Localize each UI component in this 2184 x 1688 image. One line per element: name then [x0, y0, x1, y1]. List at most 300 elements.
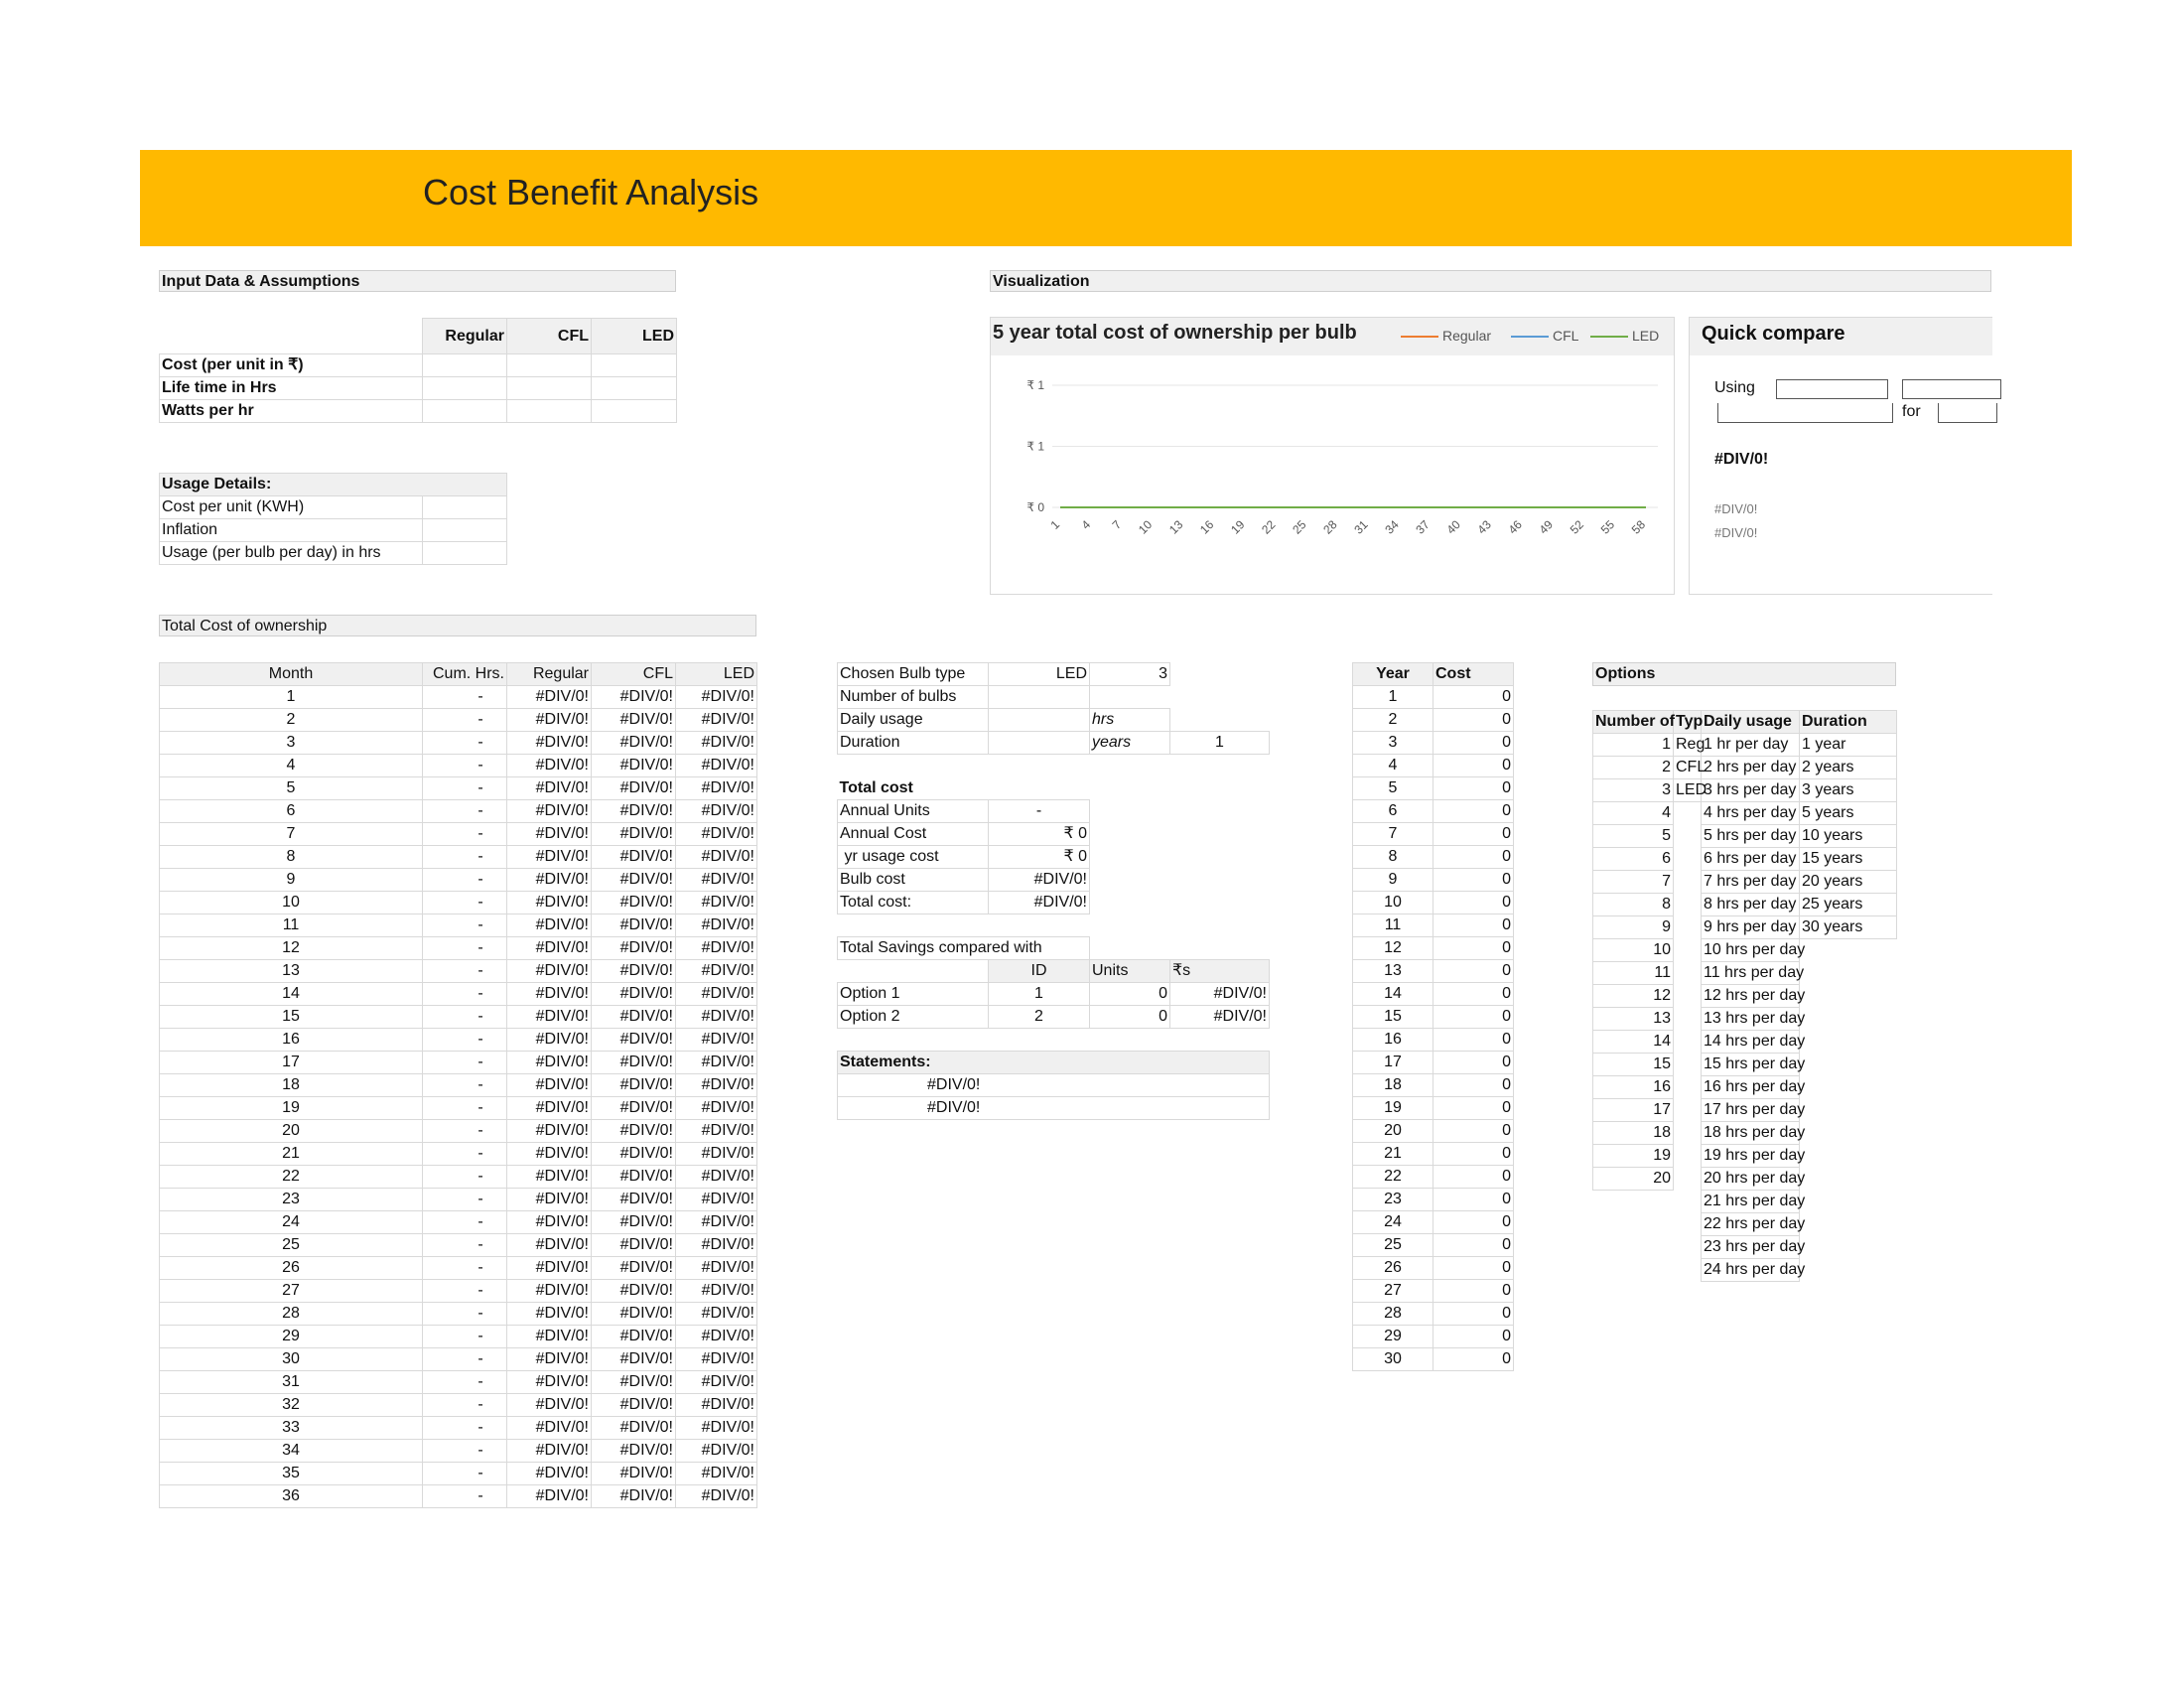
tco-cumhrs-cell: -	[423, 869, 507, 892]
chosen-bulb-value[interactable]: LED	[989, 663, 1090, 686]
x-tick-label: 58	[1628, 517, 1649, 537]
year-row	[1353, 1120, 1514, 1143]
y-tick-label: ₹ 0	[1026, 500, 1044, 514]
tco-month-cell: 21	[160, 1143, 423, 1166]
options-row	[1593, 1145, 1897, 1168]
year-row	[1353, 1097, 1514, 1120]
for-label: for	[1902, 403, 1921, 420]
usage-cell[interactable]	[423, 542, 507, 565]
year-row	[1353, 1029, 1514, 1052]
x-tick-label: 1	[1047, 517, 1063, 532]
x-tick-label: 31	[1351, 517, 1371, 537]
year-row	[1353, 1280, 1514, 1303]
tco-cfl-cell: #DIV/0!	[592, 1440, 676, 1463]
tco-row	[160, 755, 757, 777]
year-cost-cell: 0	[1433, 914, 1514, 937]
year-cell: 8	[1353, 846, 1433, 869]
tco-led-cell: #DIV/0!	[676, 755, 757, 777]
year-cost-table	[1352, 662, 1514, 1371]
total-cost-label: Bulb cost	[838, 869, 989, 892]
tco-led-cell: #DIV/0!	[676, 1463, 757, 1485]
x-tick-label: 16	[1197, 517, 1217, 537]
option-type-cell	[1674, 1168, 1702, 1191]
option-daily-cell: 5 hrs per day	[1702, 825, 1800, 848]
option-type-cell	[1674, 985, 1702, 1008]
options-table	[1592, 710, 1897, 1282]
tco-regular-cell: #DIV/0!	[507, 1143, 592, 1166]
tco-cumhrs-cell: -	[423, 1166, 507, 1189]
usage-row-label: Cost per unit (KWH)	[160, 496, 423, 519]
option-duration-cell	[1800, 939, 1897, 962]
year-cost-cell: 0	[1433, 686, 1514, 709]
tco-led-cell: #DIV/0!	[676, 937, 757, 960]
tco-regular-cell: #DIV/0!	[507, 1029, 592, 1052]
option-daily-cell: 16 hrs per day	[1702, 1076, 1800, 1099]
year-col: Year	[1353, 663, 1433, 686]
tco-month-cell: 11	[160, 914, 423, 937]
usage-table	[159, 473, 507, 565]
y-tick-label: ₹ 1	[1026, 439, 1044, 454]
savings-row-label: Option 1	[838, 983, 989, 1006]
option-daily-cell: 19 hrs per day	[1702, 1145, 1800, 1168]
option-number-cell: 7	[1593, 871, 1674, 894]
tco-row	[160, 1440, 757, 1463]
year-row	[1353, 983, 1514, 1006]
year-cost-cell: 0	[1433, 1029, 1514, 1052]
year-row	[1353, 1348, 1514, 1371]
tco-cfl-cell: #DIV/0!	[592, 846, 676, 869]
input-cell[interactable]	[507, 354, 592, 377]
input-row-label: Life time in Hrs	[160, 377, 423, 400]
tco-month-cell: 19	[160, 1097, 423, 1120]
tco-cfl-cell: #DIV/0!	[592, 1485, 676, 1508]
total-cost-value: ₹ 0	[989, 823, 1090, 846]
duration-label: Duration	[838, 732, 989, 755]
tco-cfl-cell: #DIV/0!	[592, 914, 676, 937]
x-tick-label: 10	[1135, 517, 1156, 537]
option-type-cell	[1674, 916, 1702, 939]
quick-compare-line-1: #DIV/0!	[1714, 501, 1758, 516]
options-row	[1593, 962, 1897, 985]
tco-row	[160, 1234, 757, 1257]
option-number-cell: 10	[1593, 939, 1674, 962]
option-duration-cell: 3 years	[1800, 779, 1897, 802]
option-duration-cell: 20 years	[1800, 871, 1897, 894]
duration-field[interactable]	[1938, 403, 1997, 423]
input-cell[interactable]	[507, 377, 592, 400]
tco-led-cell: #DIV/0!	[676, 846, 757, 869]
year-cell: 18	[1353, 1074, 1433, 1097]
tco-cumhrs-cell: -	[423, 937, 507, 960]
option-daily-cell: 17 hrs per day	[1702, 1099, 1800, 1122]
tco-month-cell: 20	[160, 1120, 423, 1143]
year-cost-cell: 0	[1433, 1211, 1514, 1234]
option-duration-cell	[1800, 1145, 1897, 1168]
duration-value: 1	[1170, 732, 1270, 755]
legend-led: LED	[1590, 328, 1659, 344]
tco-row	[160, 1326, 757, 1348]
year-cell: 16	[1353, 1029, 1433, 1052]
option-number-cell: 13	[1593, 1008, 1674, 1031]
x-tick-label: 28	[1320, 517, 1340, 537]
using-label: Using	[1714, 379, 1755, 396]
year-cost-cell: 0	[1433, 1006, 1514, 1029]
option-number-cell: 5	[1593, 825, 1674, 848]
tco-regular-cell: #DIV/0!	[507, 1097, 592, 1120]
tco-month-cell: 27	[160, 1280, 423, 1303]
tco-led-cell: #DIV/0!	[676, 1006, 757, 1029]
options-row	[1593, 1008, 1897, 1031]
options-row	[1593, 825, 1897, 848]
input-cell[interactable]	[423, 354, 507, 377]
option-daily-cell: 12 hrs per day	[1702, 985, 1800, 1008]
tco-cumhrs-cell: -	[423, 1257, 507, 1280]
tco-row	[160, 914, 757, 937]
tco-month-cell: 33	[160, 1417, 423, 1440]
input-cell[interactable]	[592, 354, 677, 377]
year-row	[1353, 892, 1514, 914]
option-type-cell: LED	[1674, 779, 1702, 802]
year-cost-cell: 0	[1433, 960, 1514, 983]
tco-led-cell: #DIV/0!	[676, 1394, 757, 1417]
tco-cfl-cell: #DIV/0!	[592, 1463, 676, 1485]
tco-row	[160, 1006, 757, 1029]
tco-led-cell: #DIV/0!	[676, 686, 757, 709]
title-banner	[140, 150, 2072, 246]
tco-row	[160, 892, 757, 914]
tco-regular-cell: #DIV/0!	[507, 1280, 592, 1303]
tco-cumhrs-cell: -	[423, 823, 507, 846]
tco-cfl-cell: #DIV/0!	[592, 1006, 676, 1029]
tco-led-cell: #DIV/0!	[676, 869, 757, 892]
tco-row	[160, 1394, 757, 1417]
tco-month-cell: 13	[160, 960, 423, 983]
chosen-table	[837, 662, 1270, 1120]
tco-regular-cell: #DIV/0!	[507, 914, 592, 937]
statement-line: #DIV/0!	[838, 1097, 1270, 1120]
tco-cfl-cell: #DIV/0!	[592, 1029, 676, 1052]
savings-id[interactable]: 1	[989, 983, 1090, 1006]
tco-month-cell: 17	[160, 1052, 423, 1074]
year-cost-cell: 0	[1433, 846, 1514, 869]
tco-led-cell: #DIV/0!	[676, 1417, 757, 1440]
option-number-cell	[1593, 1191, 1674, 1213]
tco-table	[159, 662, 757, 1508]
tco-regular-cell: #DIV/0!	[507, 846, 592, 869]
quick-compare-panel	[1689, 317, 1992, 595]
tco-led-cell: #DIV/0!	[676, 1326, 757, 1348]
tco-regular-cell: #DIV/0!	[507, 1348, 592, 1371]
year-cost-cell: 0	[1433, 892, 1514, 914]
option-type-cell	[1674, 1031, 1702, 1054]
year-cell: 12	[1353, 937, 1433, 960]
option-duration-cell: 10 years	[1800, 825, 1897, 848]
tco-led-cell: #DIV/0!	[676, 1097, 757, 1120]
options-row	[1593, 1191, 1897, 1213]
tco-cfl-cell: #DIV/0!	[592, 1348, 676, 1371]
year-row	[1353, 777, 1514, 800]
option-number-cell: 8	[1593, 894, 1674, 916]
tco-row	[160, 1280, 757, 1303]
tco-row	[160, 983, 757, 1006]
option-number-cell: 1	[1593, 734, 1674, 757]
year-row	[1353, 1234, 1514, 1257]
daily-usage-label: Daily usage	[838, 709, 989, 732]
option-duration-cell	[1800, 1076, 1897, 1099]
input-cell[interactable]	[507, 400, 592, 423]
tco-month-cell: 15	[160, 1006, 423, 1029]
year-row	[1353, 1074, 1514, 1097]
tco-cfl-cell: #DIV/0!	[592, 1120, 676, 1143]
year-cost-cell: 0	[1433, 1234, 1514, 1257]
tco-cumhrs-cell: -	[423, 1189, 507, 1211]
tco-cumhrs-cell: -	[423, 1348, 507, 1371]
tco-cumhrs-cell: -	[423, 1052, 507, 1074]
tco-col-led: LED	[676, 663, 757, 686]
year-cell: 7	[1353, 823, 1433, 846]
year-row	[1353, 937, 1514, 960]
year-cost-cell: 0	[1433, 1280, 1514, 1303]
year-row	[1353, 686, 1514, 709]
year-row	[1353, 1006, 1514, 1029]
options-col-type: Typ	[1674, 711, 1702, 734]
x-tick-label: 34	[1382, 517, 1402, 537]
x-tick-label: 55	[1597, 517, 1618, 537]
option-daily-cell: 1 hr per day	[1702, 734, 1800, 757]
usage-cell[interactable]	[423, 519, 507, 542]
year-cell: 24	[1353, 1211, 1433, 1234]
input-cell[interactable]	[592, 377, 677, 400]
tco-row	[160, 960, 757, 983]
option-type-cell	[1674, 871, 1702, 894]
tco-row	[160, 1074, 757, 1097]
tco-month-cell: 1	[160, 686, 423, 709]
input-cell[interactable]	[592, 400, 677, 423]
year-cost-cell: 0	[1433, 823, 1514, 846]
tco-cfl-cell: #DIV/0!	[592, 1166, 676, 1189]
option-type-cell	[1674, 1236, 1702, 1259]
tco-month-cell: 4	[160, 755, 423, 777]
option-type-cell	[1674, 802, 1702, 825]
using-field-2[interactable]	[1902, 379, 2001, 399]
year-cost-cell: 0	[1433, 1326, 1514, 1348]
input-row-label: Cost (per unit in ₹)	[160, 354, 423, 377]
tco-cumhrs-cell: -	[423, 686, 507, 709]
tco-row	[160, 1257, 757, 1280]
year-row	[1353, 1211, 1514, 1234]
tco-cumhrs-cell: -	[423, 709, 507, 732]
option-daily-cell: 18 hrs per day	[1702, 1122, 1800, 1145]
tco-month-cell: 2	[160, 709, 423, 732]
tco-cfl-cell: #DIV/0!	[592, 686, 676, 709]
option-daily-cell: 10 hrs per day	[1702, 939, 1800, 962]
year-cell: 23	[1353, 1189, 1433, 1211]
tco-cumhrs-cell: -	[423, 1029, 507, 1052]
tco-led-cell: #DIV/0!	[676, 1120, 757, 1143]
tco-cumhrs-cell: -	[423, 800, 507, 823]
tco-led-cell: #DIV/0!	[676, 1348, 757, 1371]
visualization-header: Visualization	[990, 270, 1991, 292]
tco-month-cell: 22	[160, 1166, 423, 1189]
year-row	[1353, 1303, 1514, 1326]
tco-row	[160, 846, 757, 869]
year-row	[1353, 709, 1514, 732]
options-row	[1593, 848, 1897, 871]
duration-cell[interactable]	[989, 732, 1090, 755]
tco-month-cell: 36	[160, 1485, 423, 1508]
options-col-duration: Duration	[1800, 711, 1897, 734]
tco-cumhrs-cell: -	[423, 1485, 507, 1508]
options-row	[1593, 779, 1897, 802]
legend-regular: Regular	[1401, 328, 1491, 344]
options-row	[1593, 985, 1897, 1008]
year-cost-cell: 0	[1433, 1097, 1514, 1120]
input-cell[interactable]	[423, 377, 507, 400]
tco-row	[160, 1120, 757, 1143]
option-duration-cell: 1 year	[1800, 734, 1897, 757]
year-cell: 25	[1353, 1234, 1433, 1257]
tco-led-cell: #DIV/0!	[676, 800, 757, 823]
savings-id[interactable]: 2	[989, 1006, 1090, 1029]
option-number-cell	[1593, 1236, 1674, 1259]
year-row	[1353, 823, 1514, 846]
year-cell: 1	[1353, 686, 1433, 709]
tco-regular-cell: #DIV/0!	[507, 1166, 592, 1189]
options-row	[1593, 1054, 1897, 1076]
options-row	[1593, 916, 1897, 939]
x-tick-label: 52	[1567, 517, 1587, 537]
year-row	[1353, 1052, 1514, 1074]
tco-month-cell: 8	[160, 846, 423, 869]
x-tick-label: 19	[1228, 517, 1248, 537]
option-type-cell	[1674, 1076, 1702, 1099]
option-daily-cell: 22 hrs per day	[1702, 1213, 1800, 1236]
tco-cfl-cell: #DIV/0!	[592, 960, 676, 983]
savings-units: 0	[1090, 1006, 1170, 1029]
total-cost-label: Annual Units	[838, 800, 989, 823]
quick-compare-title: Quick compare	[1702, 323, 1845, 345]
tco-led-cell: #DIV/0!	[676, 1257, 757, 1280]
option-duration-cell	[1800, 985, 1897, 1008]
tco-row	[160, 1463, 757, 1485]
options-row	[1593, 1076, 1897, 1099]
option-type-cell	[1674, 1122, 1702, 1145]
options-row	[1593, 1031, 1897, 1054]
year-cost-cell: 0	[1433, 1189, 1514, 1211]
tco-cumhrs-cell: -	[423, 1120, 507, 1143]
tco-cfl-cell: #DIV/0!	[592, 777, 676, 800]
y-tick-label: ₹ 1	[1026, 378, 1044, 392]
option-daily-cell: 2 hrs per day	[1702, 757, 1800, 779]
total-cost-value: -	[989, 800, 1090, 823]
tco-led-cell: #DIV/0!	[676, 1280, 757, 1303]
tco-month-cell: 23	[160, 1189, 423, 1211]
tco-row	[160, 1417, 757, 1440]
tco-row	[160, 709, 757, 732]
tco-month-cell: 25	[160, 1234, 423, 1257]
year-cell: 13	[1353, 960, 1433, 983]
daily-usage-cell[interactable]	[989, 709, 1090, 732]
year-cell: 14	[1353, 983, 1433, 1006]
option-number-cell: 3	[1593, 779, 1674, 802]
year-cell: 17	[1353, 1052, 1433, 1074]
option-number-cell: 18	[1593, 1122, 1674, 1145]
year-cell: 30	[1353, 1348, 1433, 1371]
tco-led-cell: #DIV/0!	[676, 1189, 757, 1211]
tco-cumhrs-cell: -	[423, 777, 507, 800]
tco-row	[160, 800, 757, 823]
tco-row	[160, 823, 757, 846]
usage-cell[interactable]	[423, 496, 507, 519]
year-cost-cell: 0	[1433, 983, 1514, 1006]
tco-cumhrs-cell: -	[423, 892, 507, 914]
tco-cfl-cell: #DIV/0!	[592, 823, 676, 846]
option-daily-cell: 21 hrs per day	[1702, 1191, 1800, 1213]
option-number-cell	[1593, 1213, 1674, 1236]
tco-cumhrs-cell: -	[423, 1280, 507, 1303]
x-tick-label: 43	[1474, 517, 1494, 537]
tco-regular-cell: #DIV/0!	[507, 869, 592, 892]
tco-regular-cell: #DIV/0!	[507, 892, 592, 914]
tco-row	[160, 1211, 757, 1234]
year-row	[1353, 1189, 1514, 1211]
x-tick-label: 37	[1413, 517, 1433, 537]
tco-cfl-cell: #DIV/0!	[592, 1303, 676, 1326]
year-cost-cell: 0	[1433, 1143, 1514, 1166]
tco-regular-cell: #DIV/0!	[507, 823, 592, 846]
tco-row	[160, 1348, 757, 1371]
tco-regular-cell: #DIV/0!	[507, 777, 592, 800]
tco-month-cell: 26	[160, 1257, 423, 1280]
num-bulbs-cell[interactable]	[989, 686, 1090, 709]
options-col-number: Number of	[1593, 711, 1674, 734]
cost-col: Cost	[1433, 663, 1514, 686]
savings-units: 0	[1090, 983, 1170, 1006]
tco-month-cell: 16	[160, 1029, 423, 1052]
tco-led-cell: #DIV/0!	[676, 892, 757, 914]
tco-cumhrs-cell: -	[423, 1234, 507, 1257]
option-number-cell	[1593, 1259, 1674, 1282]
tco-cumhrs-cell: -	[423, 914, 507, 937]
tco-row	[160, 1485, 757, 1508]
using-field-1[interactable]	[1776, 379, 1888, 399]
tco-cfl-cell: #DIV/0!	[592, 892, 676, 914]
tco-regular-cell: #DIV/0!	[507, 755, 592, 777]
usage-field[interactable]	[1717, 403, 1893, 423]
tco-regular-cell: #DIV/0!	[507, 1463, 592, 1485]
year-cell: 11	[1353, 914, 1433, 937]
input-cell[interactable]	[423, 400, 507, 423]
total-cost-value: #DIV/0!	[989, 892, 1090, 914]
option-number-cell: 17	[1593, 1099, 1674, 1122]
options-row	[1593, 757, 1897, 779]
tco-cumhrs-cell: -	[423, 1211, 507, 1234]
option-daily-cell: 4 hrs per day	[1702, 802, 1800, 825]
year-cell: 29	[1353, 1326, 1433, 1348]
tco-regular-cell: #DIV/0!	[507, 1211, 592, 1234]
year-cost-cell: 0	[1433, 800, 1514, 823]
tco-row	[160, 686, 757, 709]
year-cost-cell: 0	[1433, 1166, 1514, 1189]
tco-col-cumhrs: Cum. Hrs.	[423, 663, 507, 686]
year-cell: 22	[1353, 1166, 1433, 1189]
tco-led-cell: #DIV/0!	[676, 960, 757, 983]
option-daily-cell: 20 hrs per day	[1702, 1168, 1800, 1191]
tco-cumhrs-cell: -	[423, 1371, 507, 1394]
tco-regular-cell: #DIV/0!	[507, 1257, 592, 1280]
tco-cfl-cell: #DIV/0!	[592, 1280, 676, 1303]
legend-swatch	[1590, 336, 1628, 338]
